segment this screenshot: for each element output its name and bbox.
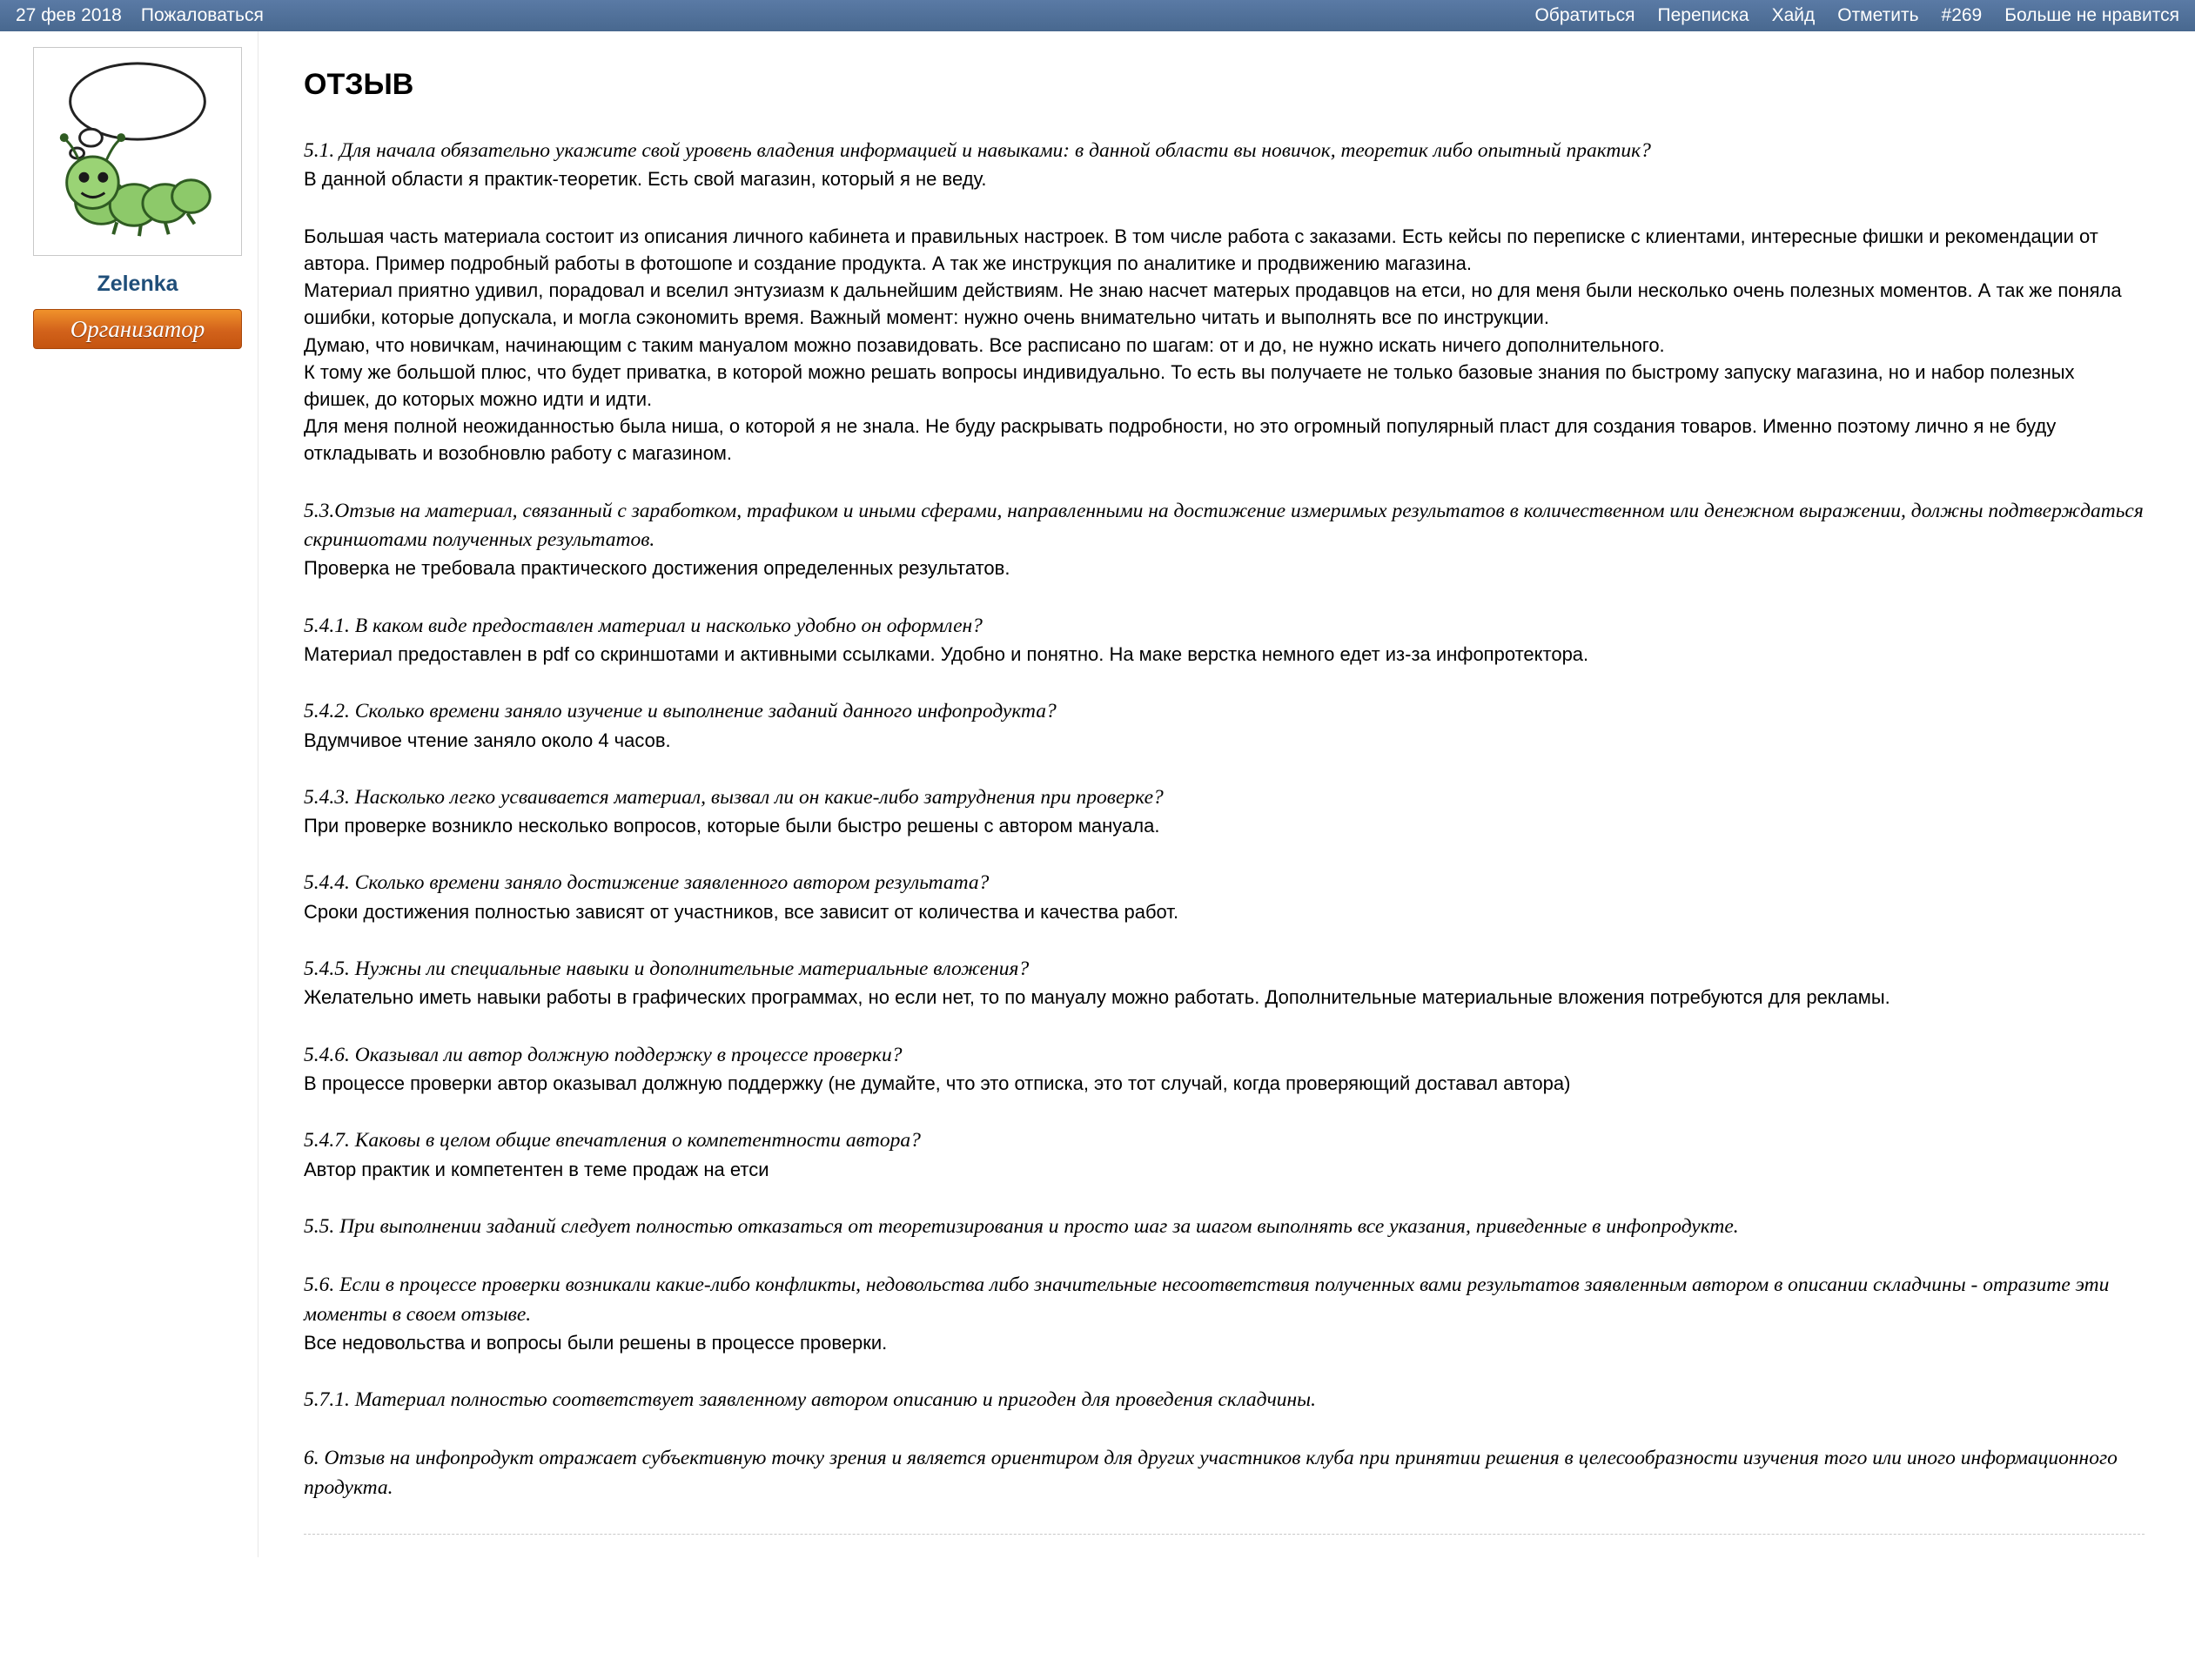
page-title: ОТЗЫВ: [304, 68, 414, 101]
post-permalink[interactable]: #269: [1941, 5, 1983, 25]
review-question: 5.4.7. Каковы в целом общие впечатления о компетентности автора?: [304, 1129, 921, 1152]
post-date: 27 фев 2018: [16, 5, 122, 25]
post-header-right: [1534, 5, 2179, 26]
review-answer: Проверка не требовала практического достижения определенных результатов.: [304, 557, 1010, 580]
caterpillar-avatar-icon[interactable]: [33, 47, 242, 256]
user-rank-badge: Организатор: [33, 309, 242, 349]
review-block: [304, 137, 2145, 193]
review-block: [304, 1271, 2145, 1356]
review-blocks: [304, 137, 2145, 1502]
unlike-link[interactable]: Больше не нравится: [2004, 5, 2179, 25]
review-answer: Желательно иметь навыки работы в графических программах, но если нет, то по мануалу можно работать. Дополнительные материальные вложения потребуются для рекламы.: [304, 986, 1890, 1009]
review-question: 6. Отзыв на инфопродукт отражает субъективную точку зрения и является ориентиром для других участников клуба при принятии решения в целесообразности изучения того или иного информационного продукта.: [304, 1447, 2118, 1499]
review-question: 5.6. Если в процессе проверки возникали какие-либо конфликты, недовольства либо значительные несоответствия полученных вами результатов заявленным автором в описании складчины - отразите эти моменты в своем отзыве.: [304, 1273, 2110, 1326]
review-question: 5.4.2. Сколько времени заняло изучение и выполнение заданий данного инфопродукта?: [304, 700, 1057, 723]
review-answer: Материал предоставлен в pdf со скриншотами и активными ссылками. Удобно и понятно. На маке верстка немного едет из-за инфопротектора.: [304, 643, 1589, 666]
review-block: [304, 1041, 2145, 1098]
user-info-column: [0, 31, 258, 365]
post-header-bar: [0, 0, 2195, 31]
review-block: [304, 497, 2145, 582]
post-message-content: [258, 31, 2195, 1557]
review-block: [304, 223, 2145, 467]
review-block: [304, 612, 2145, 669]
review-question: 5.5. При выполнении заданий следует полностью отказаться от теоретизирования и просто шаг за шагом выполнять все указания, приведенные в инфопродукте.: [304, 1214, 1739, 1238]
review-question: 5.1. Для начала обязательно укажите свой уровень владения информацией и навыками: в данной области вы новичок, теоретик либо опытный практик?: [304, 139, 1651, 162]
review-block: [304, 697, 2145, 754]
post-divider: [304, 1534, 2145, 1535]
review-question: 5.4.6. Оказывал ли автор должную поддержку в процессе проверки?: [304, 1043, 903, 1066]
review-block: [304, 869, 2145, 925]
review-block: [304, 783, 2145, 840]
post-header-left: [16, 5, 264, 26]
review-answer: Сроки достижения полностью зависят от участников, все зависит от количества и качества работ.: [304, 900, 1179, 923]
review-question: 5.3.Отзыв на материал, связанный с заработком, трафиком и иными сферами, направленными на достижение измеримых результатов в количественном или денежном выражении, должны подтверждаться скриншотами полученных результатов.: [304, 499, 2144, 552]
review-answer: Для меня полной неожиданностью была ниша, о которой я не знала. Не буду раскрывать подробности, но это огромный популярный пласт для создания товаров. Именно поэтому лично я не буду откладывать и возобновлю работу с магазином.: [304, 415, 2057, 465]
username-link[interactable]: Zelenka: [97, 272, 178, 296]
review-block: [304, 1126, 2145, 1183]
report-link[interactable]: Пожаловаться: [140, 5, 264, 25]
review-answer: При проверке возникло несколько вопросов, которые были быстро решены с автором мануала.: [304, 815, 1160, 837]
review-answer: Вдумчивое чтение заняло около 4 часов.: [304, 729, 671, 751]
review-block: [304, 1386, 2145, 1415]
review-answer: В процессе проверки автор оказывал должную поддержку (не думайте, что это отписка, это тот случай, когда проверяющий доставал автора): [304, 1072, 1571, 1094]
hide-link[interactable]: Хайд: [1771, 5, 1816, 25]
review-question: 5.4.4. Сколько времени заняло достижение заявленного автором результата?: [304, 871, 990, 895]
contact-link[interactable]: Обратиться: [1534, 5, 1635, 25]
review-answer: В данной области я практик-теоретик. Есть свой магазин, который я не веду.: [304, 168, 987, 191]
review-question: 5.4.3. Насколько легко усваивается материал, вызвал ли он какие-либо затруднения при проверке?: [304, 785, 1164, 809]
review-block: [304, 955, 2145, 1011]
mark-link[interactable]: Отметить: [1837, 5, 1919, 25]
review-answer: Большая часть материала состоит из описания личного кабинета и правильных настроек. В том числе работа с заказами. Есть кейсы по переписке с клиентами, интересные фишки и рекомендации от автора. Пример подробный работы в фотошопе и создание продукта. А так же инструкция по аналитике и продвижению магазина.: [304, 225, 2098, 274]
conversation-link[interactable]: Переписка: [1657, 5, 1749, 25]
review-question: 5.4.1. В каком виде предоставлен материал и насколько удобно он оформлен?: [304, 614, 983, 637]
review-answer: Материал приятно удивил, порадовал и вселил энтузиазм к дальнейшим действиям. Не знаю насчет матерых продавцов на етси, но для меня были несколько очень полезных моментов. А так же поняла ошибки, которые допускала, и могла сэкономить время. Важный момент: нужно очень внимательно читать и выполнять все по инструкции.: [304, 279, 2122, 329]
review-question: 5.7.1. Материал полностью соответствует заявленному автором описанию и пригоден для проведения складчины.: [304, 1388, 1316, 1412]
review-block: [304, 1444, 2145, 1502]
review-answer: Все недовольства и вопросы были решены в процессе проверки.: [304, 1331, 888, 1354]
review-answer: Автор практик и компетентен в теме продаж на етси: [304, 1158, 769, 1180]
post-container: [0, 31, 2195, 1557]
review-answer: К тому же большой плюс, что будет приватка, в которой можно решать вопросы индивидуально. То есть вы получаете не только базовые знания по быстрому запуску магазина, но и набор полезных фишек, до которых можно идти и идти.: [304, 360, 2075, 410]
review-answer: Думаю, что новичкам, начинающим с таким мануалом можно позавидовать. Все расписано по шагам: от и до, не нужно искать ничего дополнительного.: [304, 333, 1665, 356]
review-question: 5.4.5. Нужны ли специальные навыки и дополнительные материальные вложения?: [304, 958, 1030, 981]
review-block: [304, 1213, 2145, 1241]
